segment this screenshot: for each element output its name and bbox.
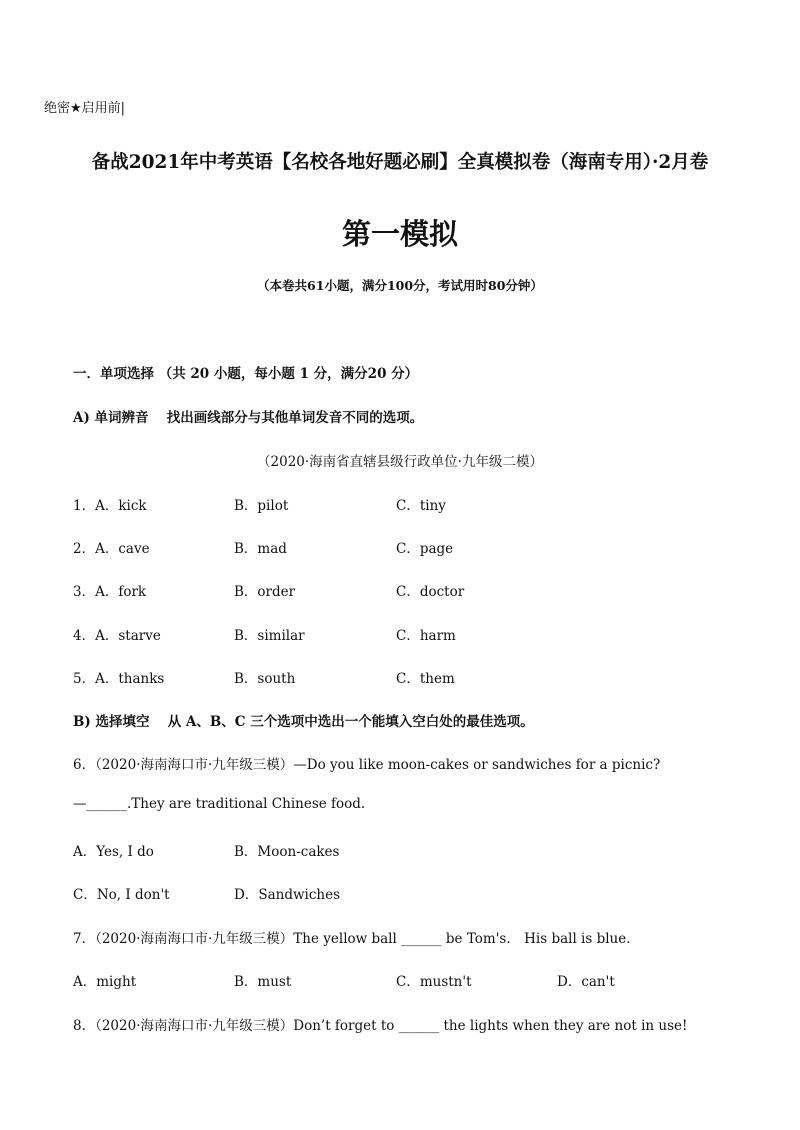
q5-option-b: B．south [234,671,296,687]
q1-option-c: C．tiny [396,498,446,514]
q6-stem: 6．（2020·海南海口市·九年级三模）—Do you like moon-cakes or sandwiches for a picnic? [73,757,661,773]
section1-heading: 一．单项选择 （共 20 小题，每小题 1 分，满分20 分） [73,366,419,382]
q6-option-d: D．Sandwiches [234,887,341,903]
q5-option-c: C．them [396,671,455,687]
q8-stem: 8．（2020·海南海口市·九年级三模）Don’t forget to ______ the lights when they are not in use! [73,1018,688,1034]
q3-option-b: B．order [234,584,296,600]
q6-option-a: A．Yes, I do [73,844,154,860]
paper-note: （本卷共61小题，满分100分，考试用时80分钟） [257,278,543,293]
q2-option-a: 2．A．cave [73,541,150,557]
q7-option-a: A．might [73,974,137,990]
q3-option-c: C．doctor [396,584,465,600]
q6-option-c: C．No, I don't [73,887,170,903]
paper-subtitle: 第一模拟 [341,217,458,251]
q1-option-a: 1．A．kick [73,498,147,514]
confidential-mark: 绝密★启用前| [44,101,126,116]
q6-stem-reply: —______.They are traditional Chinese food. [73,796,366,812]
q4-option-c: C．harm [396,628,456,644]
q7-stem: 7．（2020·海南海口市·九年级三模）The yellow ball ______ be Tom's. His ball is blue. [73,931,631,947]
q5-option-a: 5．A．thanks [73,671,165,687]
q4-option-b: B．similar [234,628,305,644]
q2-option-b: B．mad [234,541,287,557]
q7-option-b: B．must [234,974,292,990]
partA-source: （2020·海南省直辖县级行政单位·九年级二模） [257,454,543,470]
q7-option-c: C．mustn't [396,974,472,990]
partA-heading: A) 单词辨音 找出画线部分与其他单词发音不同的选项。 [73,410,424,426]
partB-heading: B) 选择填空 从 A、B、C 三个选项中选出一个能填入空白处的最佳选项。 [73,714,534,730]
q7-option-d: D．can't [557,974,615,990]
q4-option-a: 4．A．starve [73,628,161,644]
q1-option-b: B．pilot [234,498,289,514]
q2-option-c: C．page [396,541,454,557]
q3-option-a: 3．A．fork [73,584,147,600]
q6-option-b: B．Moon-cakes [234,844,340,860]
paper-title: 备战2021年中考英语【名校各地好题必刷】全真模拟卷（海南专用）·2月卷 [91,152,709,173]
